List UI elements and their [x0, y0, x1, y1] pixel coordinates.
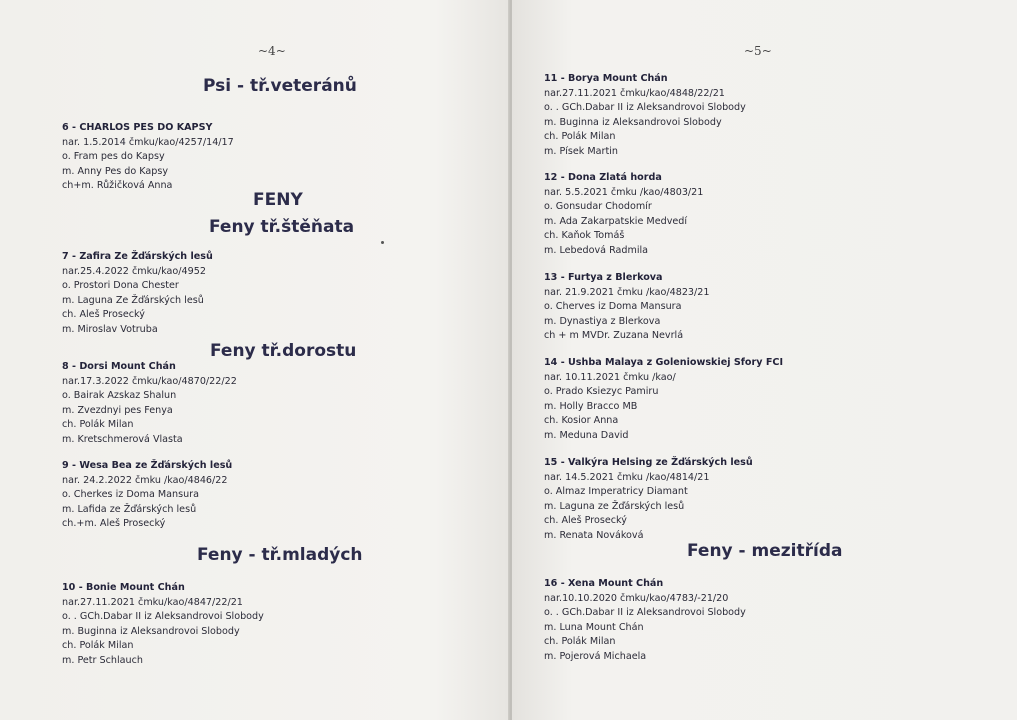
entry-line: ch+m. Růžičková Anna — [62, 180, 173, 192]
entry-line: m. Písek Martin — [544, 145, 619, 157]
right-page — [512, 0, 1017, 720]
entry-line: nar. 5.5.2021 čmku /kao/4803/21 — [544, 186, 704, 198]
entry-line: o. Almaz Imperatricy Diamant — [544, 486, 688, 498]
entry-line: m. Ada Zakarpatskie Medvedí — [544, 215, 688, 227]
entry-line: o. Bairak Azskaz Shalun — [62, 390, 177, 402]
entry-line: m. Laguna ze Žďárských lesů — [544, 500, 685, 512]
entry-line: nar.27.11.2021 čmku/kao/4847/22/21 — [62, 596, 243, 608]
heading-psi-veterani: Psi - tř.veteránů — [203, 76, 357, 96]
entry-line: m. Petr Schlauch — [62, 654, 143, 666]
entry-title: 6 - CHARLOS PES DO KAPSY — [62, 122, 213, 133]
entry-line: o. . GCh.Dabar II iz Aleksandrovoi Slobody — [544, 607, 746, 619]
entry-title: 15 - Valkýra Helsing ze Žďárských lesů — [544, 457, 753, 468]
entry-line: m. Meduna David — [544, 429, 629, 441]
entry-title: 8 - Dorsi Mount Chán — [62, 361, 176, 372]
entry-line: o. Cherkes iz Doma Mansura — [62, 489, 200, 501]
heading-feny-stenata: Feny tř.štěňata — [209, 217, 355, 237]
entry-line: m. Zvezdnyi pes Fenya — [62, 404, 173, 416]
entry-line: m. Luna Mount Chán — [544, 621, 644, 633]
entry-line: nar. 24.2.2022 čmku /kao/4846/22 — [62, 474, 228, 486]
entry-line: ch. Polák Milan — [62, 640, 134, 652]
entry-title: 12 - Dona Zlatá horda — [544, 172, 662, 183]
entry-line: m. Buginna iz Aleksandrovoi Slobody — [62, 625, 240, 637]
page-number-right: ~5~ — [744, 44, 772, 58]
entry-line: o. Fram pes do Kapsy — [62, 151, 165, 163]
entry-12 — [544, 171, 703, 259]
entry-line: nar.10.10.2020 čmku/kao/4783/-21/20 — [544, 592, 729, 604]
entry-line: o. . GCh.Dabar II iz Aleksandrovoi Slobody — [544, 102, 746, 114]
entry-9 — [62, 459, 232, 532]
entry-line: nar.27.11.2021 čmku/kao/4848/22/21 — [544, 87, 725, 99]
heading-feny: FENY — [253, 190, 303, 210]
entry-line: m. Anny Pes do Kapsy — [62, 165, 169, 177]
entry-line: ch. Kaňok Tomáš — [544, 230, 625, 242]
entry-line: m. Pojerová Michaela — [544, 650, 647, 662]
entry-line: ch. Kosior Anna — [544, 415, 619, 427]
entry-line: ch. Polák Milan — [62, 419, 134, 431]
entry-line: ch. Polák Milan — [544, 636, 616, 648]
entry-line: o. Cherves iz Doma Mansura — [544, 301, 682, 313]
entry-15 — [544, 456, 753, 544]
entry-line: ch. Aleš Prosecký — [544, 515, 627, 527]
entry-6 — [62, 121, 234, 194]
entry-line: nar. 1.5.2014 čmku/kao/4257/14/17 — [62, 136, 234, 148]
entry-line: o. Prostori Dona Chester — [62, 280, 179, 292]
entry-line: o. Prado Ksiezyc Pamiru — [544, 386, 659, 398]
entry-line: m. Kretschmerová Vlasta — [62, 433, 183, 445]
entry-title: 7 - Zafira Ze Žďárských lesů — [62, 251, 213, 262]
entry-11 — [544, 72, 746, 160]
entry-line: nar.17.3.2022 čmku/kao/4870/22/22 — [62, 375, 237, 387]
entry-line: ch. Aleš Prosecký — [62, 309, 145, 321]
entry-line: nar. 14.5.2021 čmku /kao/4814/21 — [544, 471, 710, 483]
ink-dot — [381, 241, 384, 244]
entry-line: o. Gonsudar Chodomír — [544, 201, 652, 213]
entry-14 — [544, 356, 783, 444]
entry-line: nar.25.4.2022 čmku/kao/4952 — [62, 265, 206, 277]
entry-line: ch.+m. Aleš Prosecký — [62, 518, 166, 530]
entry-title: 14 - Ushba Malaya z Goleniowskiej Sfory FCI — [544, 357, 784, 368]
page-number-left: ~4~ — [258, 44, 286, 58]
entry-line: nar. 21.9.2021 čmku /kao/4823/21 — [544, 286, 710, 298]
entry-line: m. Miroslav Votruba — [62, 323, 158, 335]
entry-line: m. Buginna iz Aleksandrovoi Slobody — [544, 116, 722, 128]
entry-10 — [62, 581, 264, 669]
entry-line: o. . GCh.Dabar II iz Aleksandrovoi Slobody — [62, 611, 264, 623]
entry-8 — [62, 360, 237, 448]
entry-title: 9 - Wesa Bea ze Žďárských lesů — [62, 460, 233, 471]
entry-line: m. Dynastiya z Blerkova — [544, 315, 661, 327]
heading-feny-mladych: Feny - tř.mladých — [197, 545, 363, 565]
entry-16 — [544, 577, 746, 665]
entry-title: 10 - Bonie Mount Chán — [62, 582, 185, 593]
entry-line: nar. 10.11.2021 čmku /kao/ — [544, 371, 676, 383]
entry-line: m. Renata Nováková — [544, 529, 644, 541]
entry-line: m. Holly Bracco MB — [544, 400, 638, 412]
entry-line: m. Lebedová Radmila — [544, 244, 649, 256]
entry-13 — [544, 271, 709, 344]
entry-line: ch + m MVDr. Zuzana Nevrlá — [544, 330, 684, 342]
entry-7 — [62, 250, 213, 338]
entry-title: 16 - Xena Mount Chán — [544, 578, 664, 589]
entry-title: 11 - Borya Mount Chán — [544, 73, 668, 84]
heading-feny-mezitrida: Feny - mezitřída — [687, 541, 843, 561]
entry-line: m. Lafida ze Žďárských lesů — [62, 503, 197, 515]
entry-line: ch. Polák Milan — [544, 131, 616, 143]
entry-line: m. Laguna Ze Žďárských lesů — [62, 294, 204, 306]
heading-feny-dorostu: Feny tř.dorostu — [210, 341, 357, 361]
entry-title: 13 - Furtya z Blerkova — [544, 272, 663, 283]
